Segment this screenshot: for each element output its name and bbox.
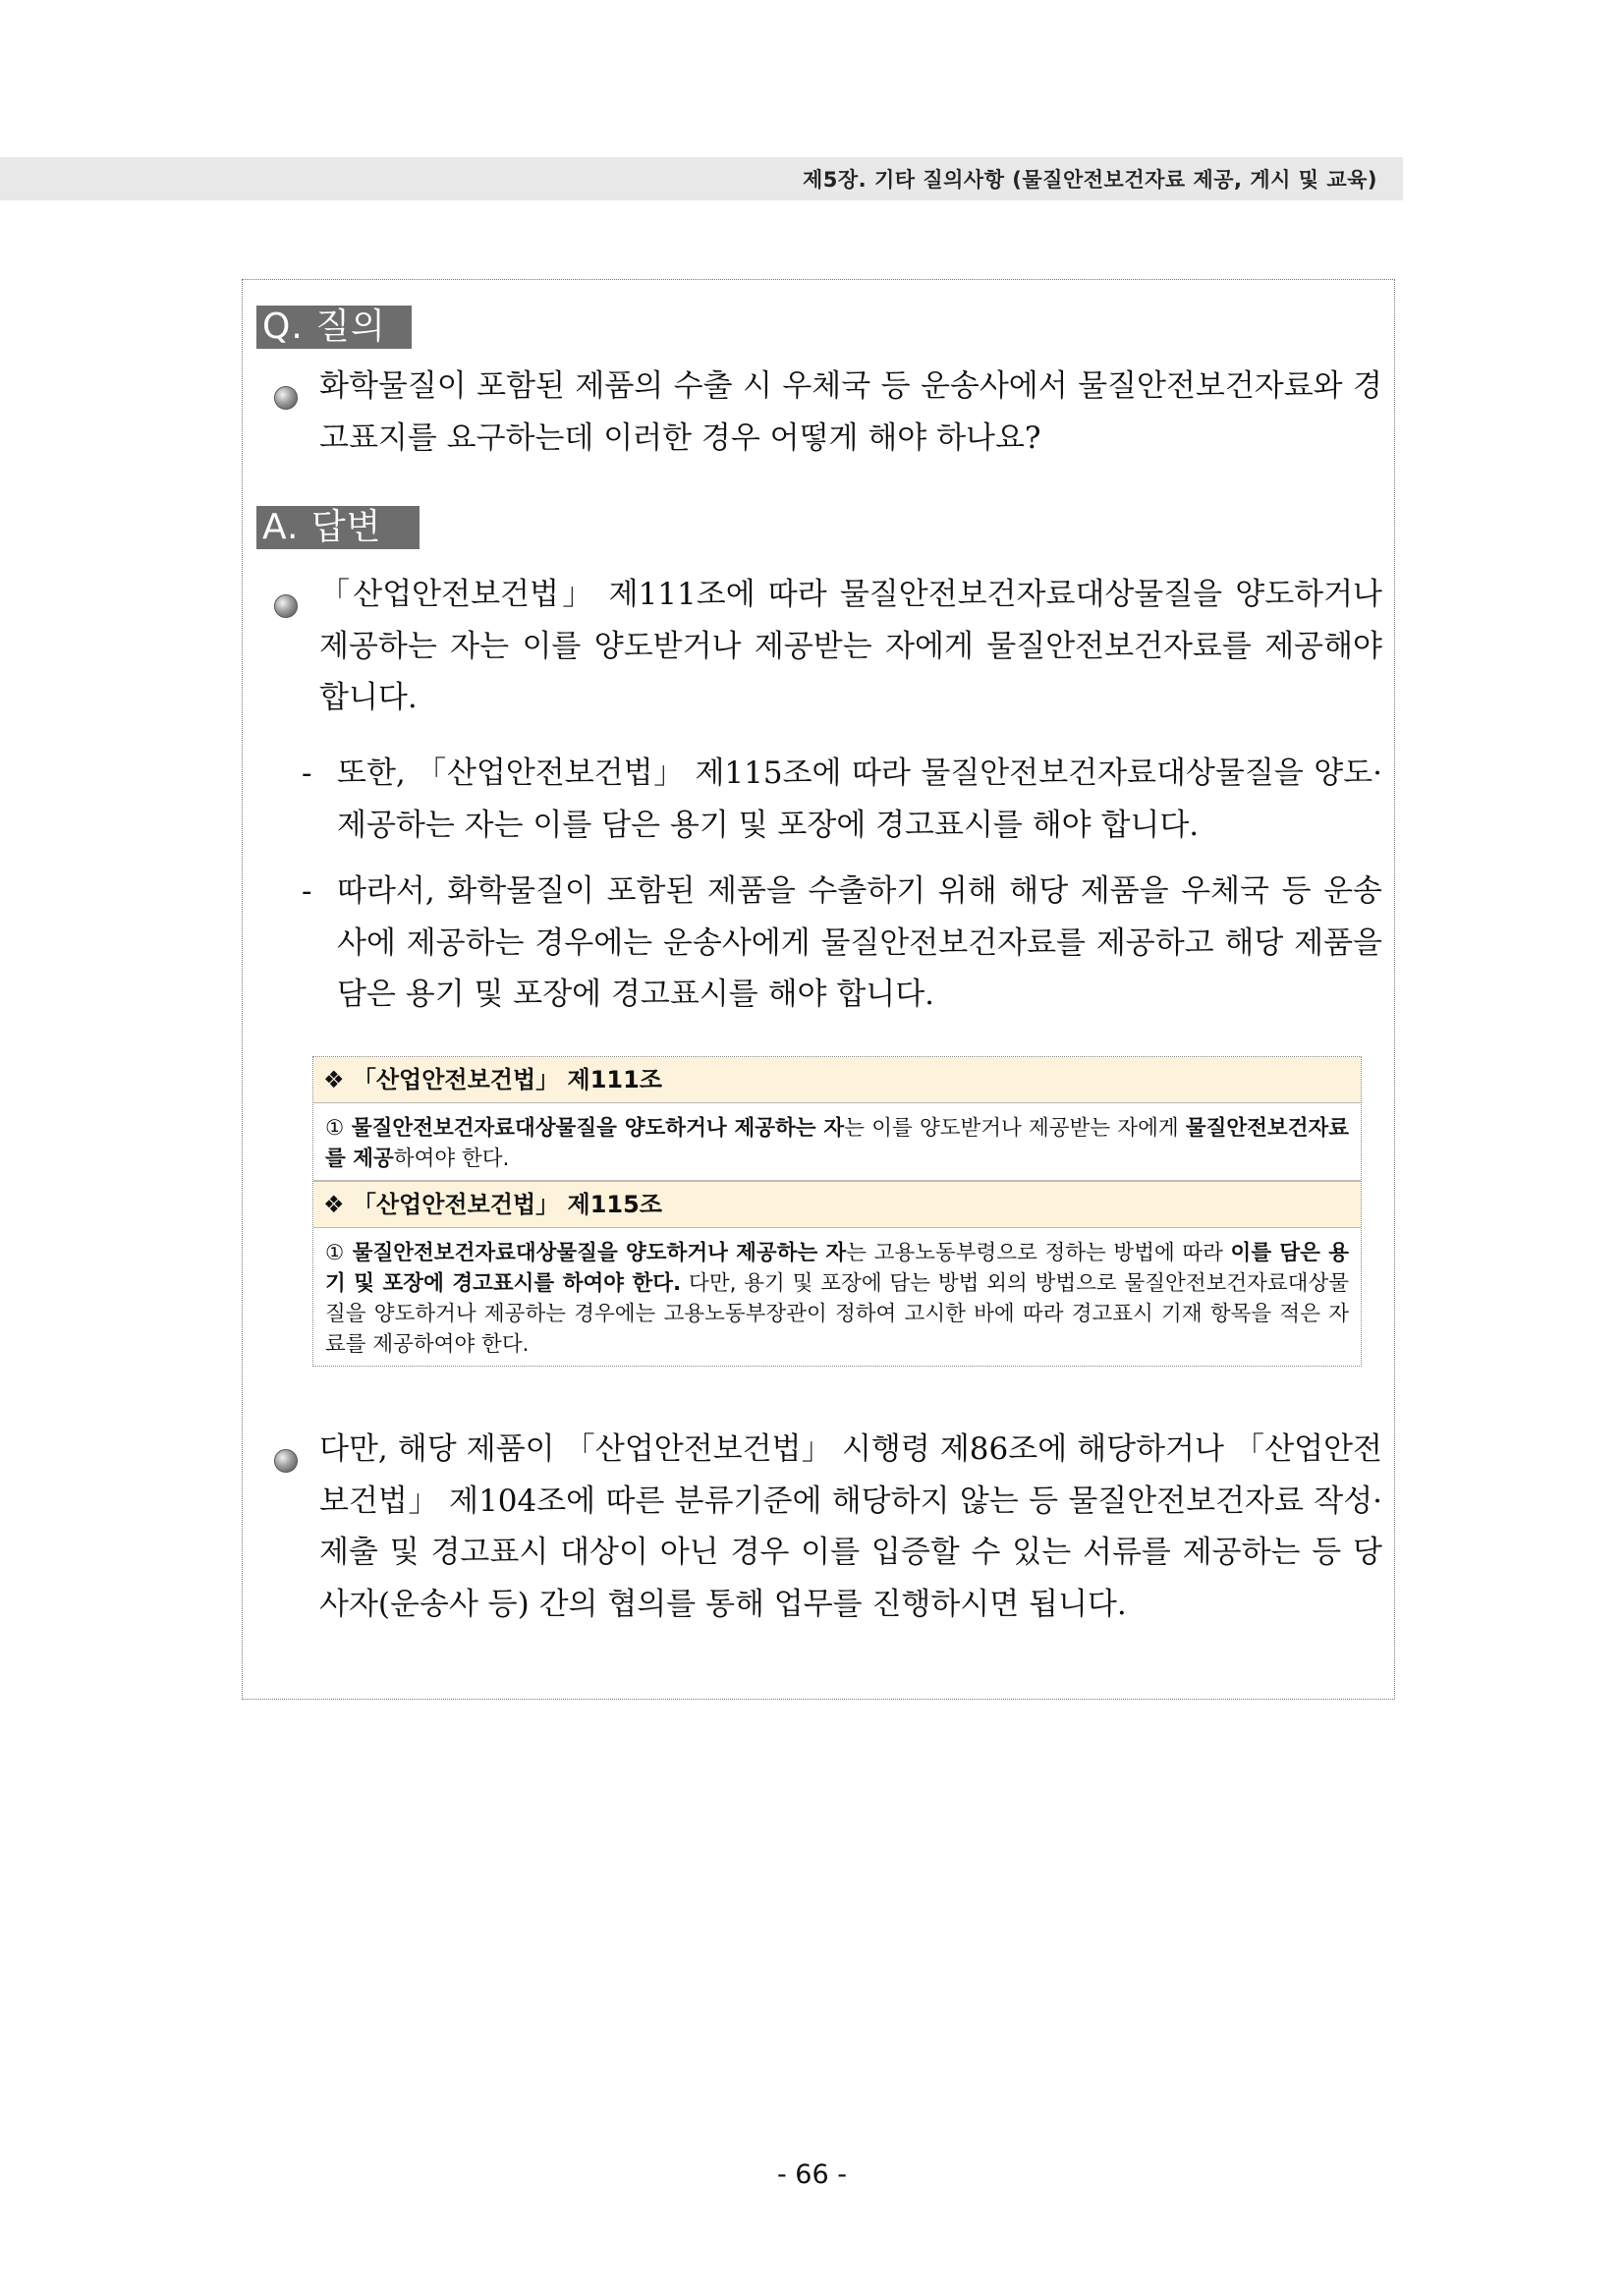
dash-marker: - [302, 756, 312, 791]
page-number: - 66 - [776, 2159, 847, 2190]
law-115-title: ❖ 「산업안전보건법」 제115조 [313, 1181, 1361, 1228]
law-111-text-1: 는 이를 양도받거나 제공받는 자에게 [844, 1116, 1186, 1141]
answer-subpoint-2: 따라서, 화학물질이 포함된 제품을 수출하기 위해 해당 제품을 우체국 등 운송사에 제공하는 경우에는 운송사에게 물질안전보건자료를 제공하고 해당 제품을 담은 용기 및 포장에 경고표시를 해야 합니다. [337, 873, 1382, 1012]
answer-subpoint-1: 또한, 「산업안전보건법」 제115조에 따라 물질안전보건자료대상물질을 양도·제공하는 자는 이를 담은 용기 및 포장에 경고표시를 해야 합니다. [337, 756, 1382, 843]
answer-paragraph-2: 다만, 해당 제품이 「산업안전보건법」 시행령 제86조에 해당하거나 「산업안전보건법」 제104조에 따른 분류기준에 해당하지 않는 등 물질안전보건자료 작성·제출 및 경고표시 대상이 아닌 경우 이를 입증할 수 있는 서류를 제공하는 등 당사자(운송사 등) 간의 협의를 통해 업무를 진행하시면 됩니다. [319, 1431, 1382, 1622]
law-111-body [313, 1103, 1361, 1181]
answer-tag: A. 답변 [256, 506, 420, 549]
clause-number: ① [325, 1241, 346, 1265]
round-bullet-icon [274, 386, 298, 410]
law-excerpt-box [312, 1056, 1362, 1367]
question-text: 화학물질이 포함된 제품의 수출 시 우체국 등 운송사에서 물질안전보건자료와 경고표지를 요구하는데 이러한 경우 어떻게 해야 하나요? [319, 368, 1382, 456]
law-111-bold-1: 물질안전보건자료대상물질을 양도하거나 제공하는 자 [351, 1116, 845, 1141]
answer-paragraph-1: 「산업안전보건법」 제111조에 따라 물질안전보건자료대상물질을 양도하거나 제공하는 자는 이를 양도받거나 제공받는 자에게 물질안전보건자료를 제공해야 합니다. [319, 577, 1382, 715]
dash-marker: - [302, 873, 312, 909]
chapter-header-band [0, 157, 1403, 200]
law-111-title: ❖ 「산업안전보건법」 제111조 [313, 1057, 1361, 1103]
law-111-text-2: 하여야 한다. [393, 1147, 510, 1171]
law-115-text-1: 는 고용노동부령으로 정하는 방법에 따라 [846, 1241, 1231, 1265]
round-bullet-icon [274, 594, 298, 618]
qa-box [242, 279, 1395, 1700]
round-bullet-icon [274, 1449, 298, 1473]
law-115-bold-2: 이를 담은 용기 및 포장에 경고표시를 하여야 한다. [325, 1241, 1349, 1296]
question-tag: Q. 질의 [256, 306, 412, 349]
law-111-bold-2: 물질안전보건자료를 제공 [325, 1116, 1349, 1171]
clause-number: ① [325, 1116, 345, 1141]
law-115-body [313, 1228, 1361, 1366]
law-115-bold-1: 물질안전보건자료대상물질을 양도하거나 제공하는 자 [352, 1241, 847, 1265]
law-115-text-2: 다만, 용기 및 포장에 담는 방법 외의 방법으로 물질안전보건자료대상물질을 양도하거나 제공하는 경우에는 고용노동부장관이 정하여 고시한 바에 따라 경고표시 기재 항목을 적은 자료를 제공하여야 한다. [325, 1271, 1349, 1357]
chapter-title: 제5장. 기타 질의사항 (물질안전보건자료 제공, 게시 및 교육) [802, 168, 1377, 192]
